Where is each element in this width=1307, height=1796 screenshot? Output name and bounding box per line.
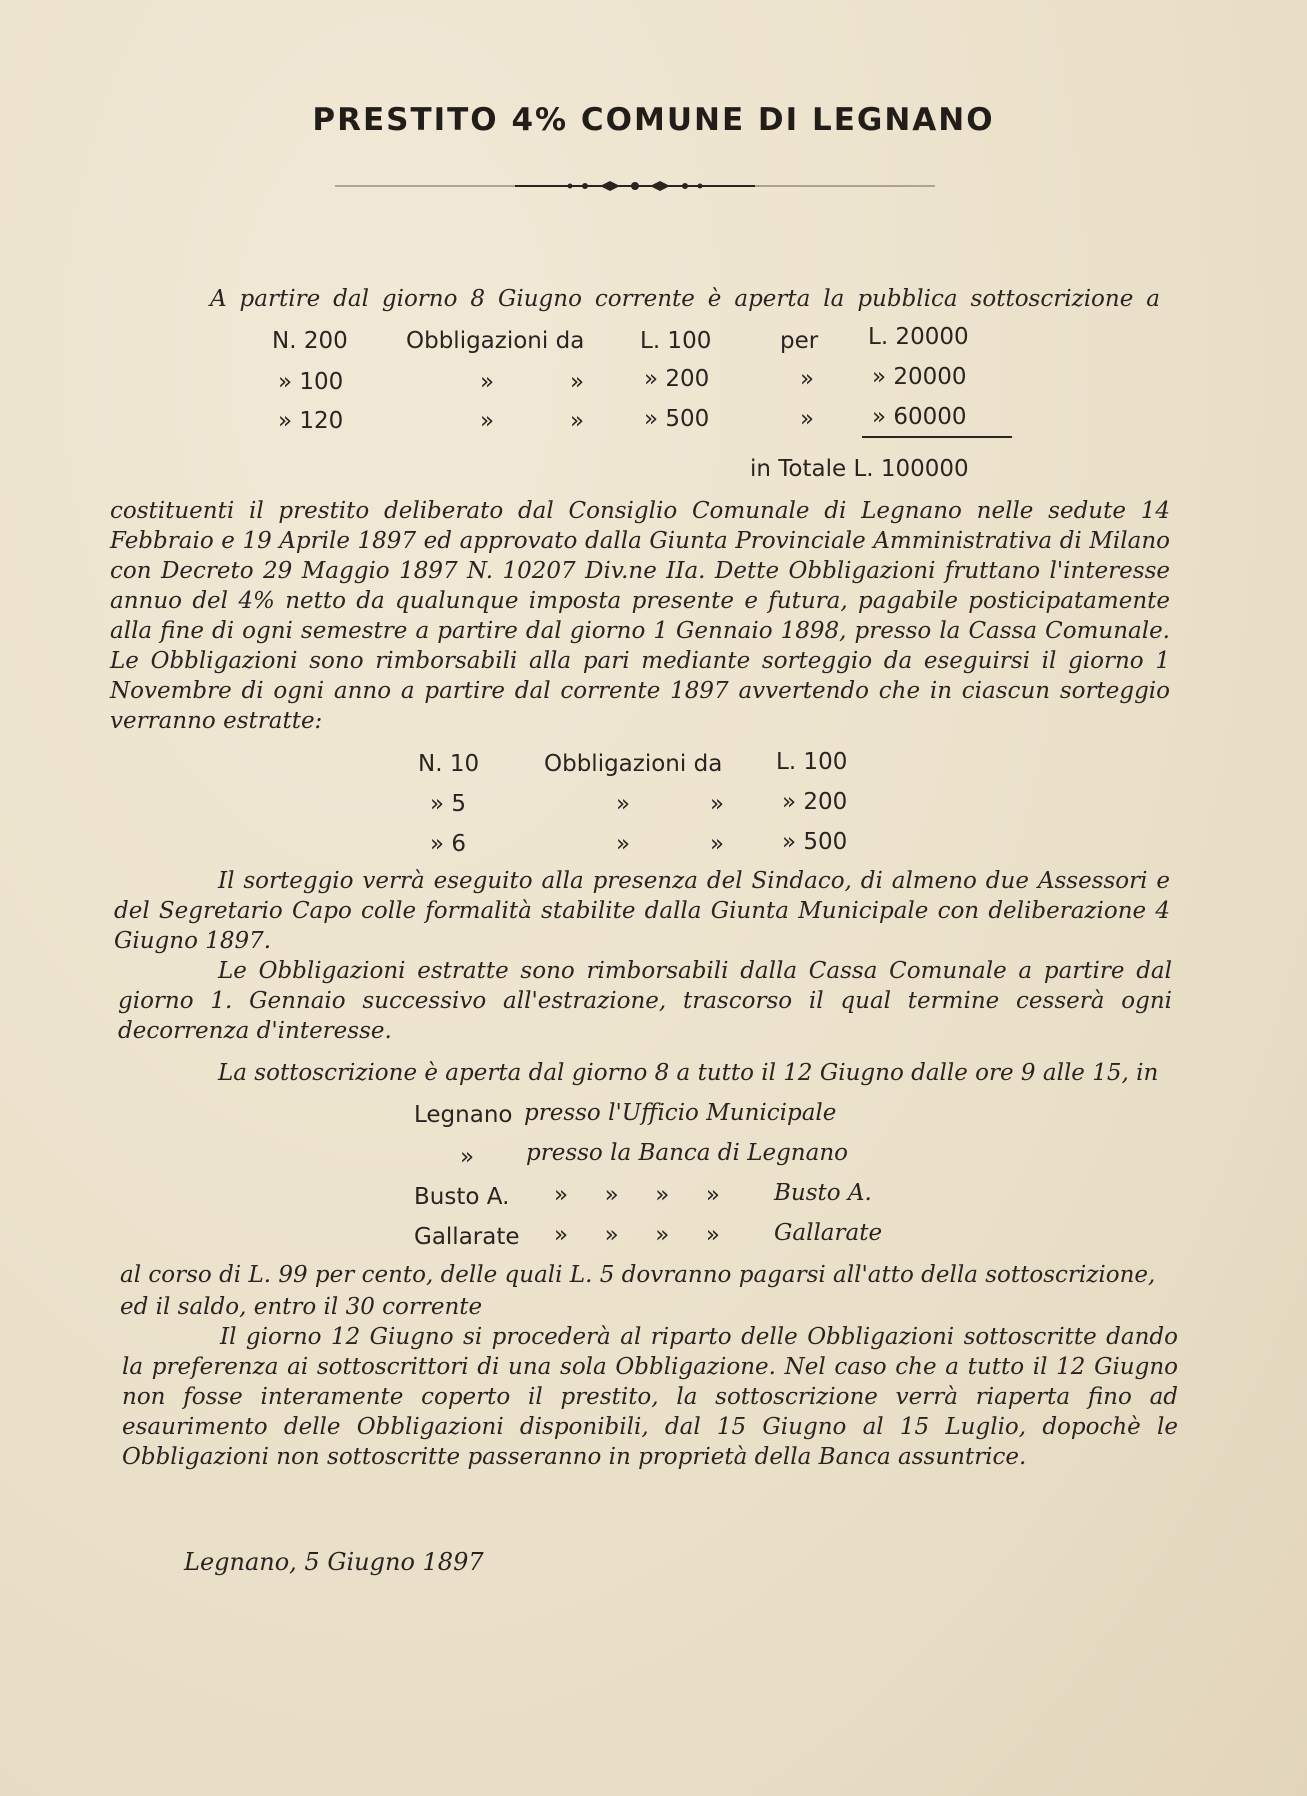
row-value: » 200 [782,789,848,815]
row-desc: Obbligazioni da [406,328,585,354]
row-total: » 20000 [872,364,967,390]
row-ditto: » [570,408,585,434]
body-paragraph-5a: al corso di L. 99 per cento, delle quali L. 5 dovranno pagarsi all'atto della sottoscrizione, [120,1262,1156,1288]
row-count: » 120 [278,408,344,434]
place-text: presso la Banca di Legnano [526,1140,848,1166]
row-ditto: » [710,831,725,857]
issue-total: in Totale L. 100000 [750,456,969,482]
row-per: » [800,406,815,432]
row-count: N. 10 [418,751,480,777]
place-text: presso l'Ufficio Municipale [524,1100,837,1126]
row-total: L. 20000 [868,324,969,350]
body-paragraph-3: Le Obbligazioni estratte sono rimborsabili dalla Cassa Comunale a partire dal giorno 1. Gennaio successivo all'estrazione, trascorso il qual termine cesserà ogni decorrenza d'interesse. [118,958,1172,1044]
document-title: PRESTITO 4% COMUNE DI LEGNANO [312,102,995,138]
place-text: Gallarate [774,1220,883,1246]
place-date-signature: Legnano, 5 Giugno 1897 [184,1548,484,1576]
row-value: L. 100 [640,328,712,354]
row-total: » 60000 [872,404,967,430]
row-desc: Obbligazioni da [544,751,723,777]
row-desc: » [616,831,631,857]
intro-text: A partire dal giorno 8 Giugno corrente è aperta la pubblica sottoscrizione a [210,286,1160,312]
row-count: » 6 [430,831,467,857]
row-desc: » [616,791,631,817]
row-per: » [800,366,815,392]
place-city: Busto A. [414,1184,510,1210]
body-paragraph-4: La sottoscrizione è aperta dal giorno 8 a tutto il 12 Giugno dalle ore 9 alle 15, in [218,1060,1159,1086]
place-city: Gallarate [414,1224,520,1250]
row-per: per [780,328,819,354]
place-city: Legnano [414,1102,513,1128]
total-rule [862,436,1012,438]
body-paragraph-5b: ed il saldo, entro il 30 corrente [120,1294,483,1320]
body-paragraph-1: costituenti il prestito deliberato dal Consiglio Comunale di Legnano nelle sedute 14 Febbraio e 19 Aprile 1897 ed approvato dalla Giunta Provinciale Amministrativa di Milano con Decreto 29 Maggio 1897 N. 10207 Div.ne IIa. Dette Obbligazioni fruttano l'interesse annuo del 4% netto da qualunque imposta presente e futura, pagabile posticipatamente alla fine di ogni semestre a partire dal giorno 1 Gennaio 1898, presso la Cassa Comunale. Le Obbligazioni sono rimborsabili alla pari mediante sorteggio da eseguirsi il giorno 1 Novembre di ogni anno a partire dal corrente 1897 avvertendo che in ciascun sorteggio verranno estratte: [110,498,1170,734]
row-count: » 5 [430,791,467,817]
place-text: Busto A. [774,1180,872,1206]
row-value: » 500 [644,406,710,432]
row-count: » 100 [278,369,344,395]
place-city: » [460,1144,475,1170]
ornament-divider-icon [335,176,935,196]
body-paragraph-2: Il sorteggio verrà eseguito alla presenza del Sindaco, di almeno due Assessori e del Segretario Capo colle formalità stabilite dalla Giunta Municipale con deliberazione 4 Giugno 1897. [114,868,1170,954]
place-ditto-marks: » » » » [554,1222,720,1248]
row-ditto: » [710,791,725,817]
row-desc: » [480,369,495,395]
row-value: L. 100 [776,749,848,775]
row-desc: » [480,408,495,434]
row-count: N. 200 [272,328,348,354]
row-ditto: » [570,369,585,395]
place-ditto-marks: » » » » [554,1182,720,1208]
body-paragraph-6: Il giorno 12 Giugno si procederà al riparto delle Obbligazioni sottoscritte dando la preferenza ai sottoscrittori di una sola Obbligazione. Nel caso che a tutto il 12 Giugno non fosse interamente coperto il prestito, la sottoscrizione verrà riaperta fino ad esaurimento delle Obbligazioni disponibili, dal 15 Giugno al 15 Luglio, dopochè le Obbligazioni non sottoscritte passeranno in proprietà della Banca assuntrice. [122,1324,1178,1470]
row-value: » 500 [782,829,848,855]
row-value: » 200 [644,366,710,392]
